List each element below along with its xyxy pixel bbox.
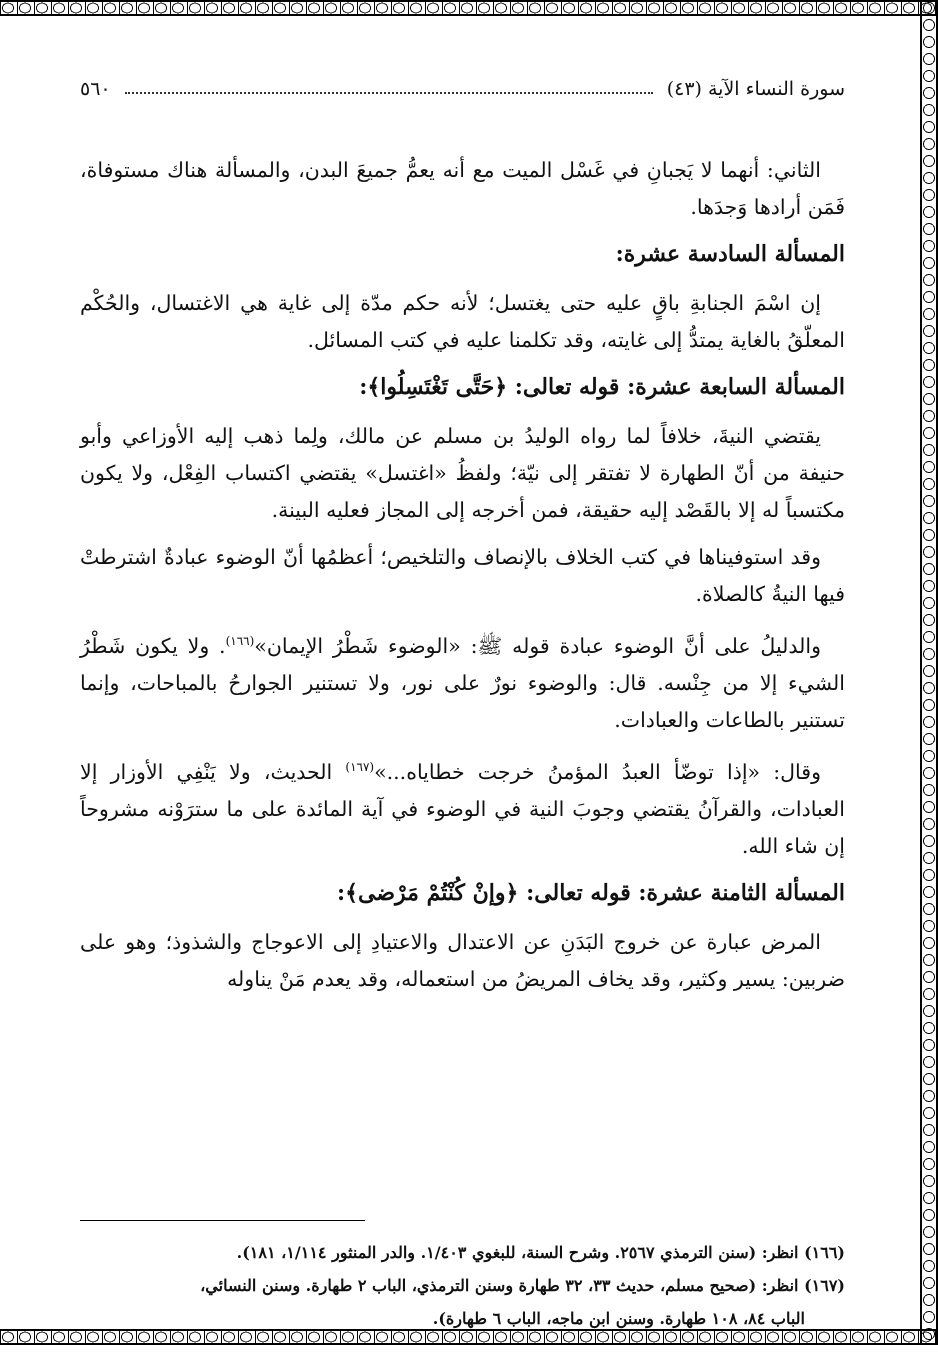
heading-issue-17	[80, 369, 845, 406]
heading-issue-18	[80, 875, 845, 912]
footnote-166: (١٦٦) انظر: (سنن الترمذي ٢٥٦٧. وشرح السنة، للبغوي ١/٤٠٣. والدر المنثور ١/١١٤، ١٨١).	[236, 1243, 845, 1262]
heading-issue-16: المسألة السادسة عشرة:	[615, 241, 845, 267]
header-title: سورة النساء الآية (٤٣)	[666, 78, 845, 100]
footnote-ref-166[interactable]: (١٦٦)	[225, 634, 255, 648]
ornamental-border-right	[920, 0, 938, 1345]
page-body	[80, 152, 845, 1008]
running-header	[80, 74, 845, 104]
paragraph-3: يقتضي النيةَ، خلافاً لما رواه الوليدُ بن مسلم عن مالك، ولِما ذهب إليه الأوزاعي وأبو حنيفة من أنّ الطهارة لا تفتقر إلى نيّة؛ ولفظُ «اغتسل» يقتضي اكتساب الفِعْل، ولا يكون مكتسباً له إلا بالقَصْد إليه حقيقة، فمن أخرجه إلى المجاز فعليه البينة.	[80, 424, 845, 522]
paragraph-5-text-b: . ولا يكون شَطْرُ الشيء إلا من جِنْسه. قال: والوضوء نورٌ على نور، ولا تستنير الجوارحُ بالمباحات، وإنما تستنير بالطاعات والعبادات.	[80, 633, 845, 732]
paragraph-6	[80, 749, 845, 865]
paragraph-2: إن اسْمَ الجنابةِ باقٍ عليه حتى يغتسل؛ لأنه حكم مدّة إلى غاية هي الاغتسال، والحُكْم المعلّقُ بالغاية يمتدُّ إلى غايته، وقد تكلمنا عليه في كتب المسائل.	[80, 291, 845, 352]
heading-issue-17-label: المسألة السابعة عشرة: قوله تعالى:	[514, 374, 845, 400]
footnote-167-continued: الباب ٨٤، ١٠٨ طهارة. وسنن ابن ماجه، الباب ٦ طهارة).	[432, 1309, 805, 1328]
footnotes	[80, 1236, 845, 1335]
quran-verse-18: ﴿وإنْ كُنْتُمْ مَرْضى﴾:	[336, 879, 519, 906]
paragraph-6-text-b: الحديث، ولا يَنْفِي الأوزار إلا العبادات، والقرآنُ يقتضي وجوبَ النية في الوضوء في آية المائدة على ما سترَوْنه مشروحاً إن شاء الله.	[80, 759, 845, 858]
header-dotted-leader	[125, 92, 653, 94]
footnote-ref-167[interactable]: (١٦٧)	[345, 759, 375, 774]
ornamental-border-top	[0, 0, 938, 16]
heading-issue-18-label: المسألة الثامنة عشرة: قوله تعالى:	[526, 879, 845, 906]
footnote-separator	[80, 1220, 365, 1221]
page-number: ٥٦٠	[80, 78, 111, 100]
paragraph-6-text-a: وقال: «إذا توضّأ العبدُ المؤمنُ خرجت خطاياه...»	[374, 759, 821, 784]
quran-verse-17: ﴿حَتَّى تَغْتَسِلُوا﴾:	[359, 374, 508, 400]
paragraph-1: الثاني: أنهما لا يَجبانِ في غَسْل الميت مع أنه يعمُّ جميعَ البدن، والمسألة هناك مستوفاة، فَمَن أرادها وَجدَها.	[80, 158, 845, 219]
paragraph-5-text-a: والدليلُ على أنَّ الوضوء عبادة قوله ﷺ: «الوضوء شَطْرُ الإيمان»	[254, 633, 821, 658]
paragraph-5	[80, 623, 845, 739]
paragraph-4: وقد استوفيناها في كتب الخلاف بالإنصاف والتلخيص؛ أعظمُها أنّ الوضوء عبادةٌ اشترطتْ فيها النيةُ كالصلاة.	[80, 545, 845, 606]
paragraph-7: المرض عبارة عن خروج البَدَنِ عن الاعتدال والاعتيادِ إلى الاعوجاج والشذوذ؛ وهو على ضربين: يسير وكثير، وقد يخاف المريضُ من استعماله، وقد يعدم مَنْ يناوله	[80, 929, 845, 991]
footnote-167: (١٦٧) انظر: (صحيح مسلم، حديث ٣٣، ٣٢ طهارة وسنن الترمذي، الباب ٢ طهارة. وسنن النسائي،	[200, 1276, 845, 1295]
